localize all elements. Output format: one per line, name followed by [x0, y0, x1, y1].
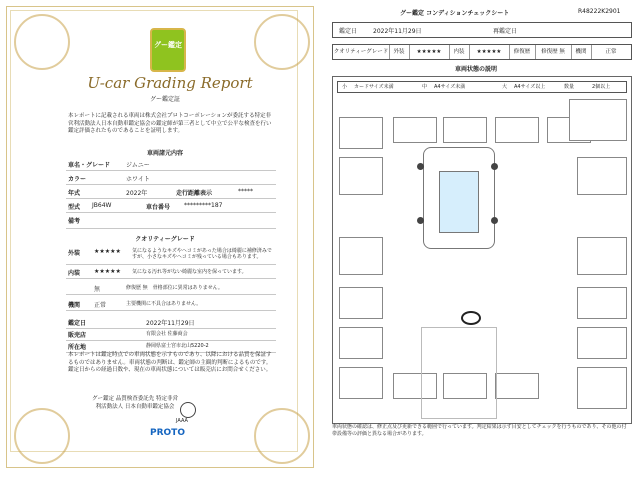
row-value: ジムニー: [126, 162, 150, 169]
goo-badge-logo: [150, 28, 186, 72]
quality-row: [66, 282, 276, 295]
q-value: 正常: [605, 49, 617, 55]
legend-desc: カードサイズ未満: [354, 84, 394, 90]
legend-label: 大: [502, 84, 508, 90]
row-value: *****: [238, 188, 253, 195]
row-value: ホワイト: [126, 176, 150, 183]
note-box: [339, 367, 383, 399]
q-label: 修復歴: [509, 45, 536, 59]
quality-row: [66, 298, 276, 311]
note-box: [577, 157, 627, 195]
ornament-icon: [254, 408, 310, 464]
row-desc: 気になる汚れ等がない綺麗な室内を保っています。: [132, 269, 247, 275]
badge-text: グー鑑定: [154, 41, 182, 49]
row-label: 機関: [68, 302, 81, 309]
legend-label: 中: [422, 84, 428, 90]
reinspect-label: 再鑑定日: [493, 28, 518, 35]
quality-title: クオリティーグレード: [135, 236, 195, 243]
date-grid: [332, 22, 632, 38]
footer-text: 車両状態の確認は、修正点及び更新できる範囲で行っています。判定結果は示す目安としてチェックを行うものであり、その他の付帯設備等の評価と異なる場合があります。: [332, 424, 627, 437]
spec-row: [66, 158, 276, 171]
row-value: 無: [94, 286, 101, 293]
inspector-text: グー鑑定 品質検査委託先 特定非営利活動法人 日本自動車鑑定協会: [92, 396, 178, 410]
spec-row: [66, 200, 276, 213]
sheet-code: R48222K2901: [578, 8, 621, 15]
row-label: 鑑定日: [68, 320, 87, 327]
notes-text: 本レポートは鑑定時点での車両状態を示すものであり、以降における品質を保証するものではありません。車両状態の判断は、鑑定師の主観的判断によるものです。鑑定日からの経過日数や、現在の車両状態については販売店にお問合せください。: [68, 352, 272, 373]
row-label: 年式: [68, 190, 81, 197]
legend-row: [337, 81, 627, 93]
legend-title: 車両状態の説明: [455, 66, 498, 73]
row-label: 走行距離表示: [176, 190, 213, 197]
note-box: [569, 99, 627, 141]
sheet-title: グー鑑定 コンディションチェックシート: [400, 10, 510, 17]
wheel-icon: [417, 217, 424, 224]
quality-row: [66, 246, 276, 265]
vehicle-diagram: [332, 76, 632, 424]
section-title: 車両諸元内容: [146, 150, 183, 157]
legend-desc: 2個以上: [592, 84, 611, 90]
legend-label: 小: [342, 84, 348, 90]
legend-label: 数量: [564, 84, 575, 90]
q-value: ★★★★★: [409, 45, 450, 59]
proto-logo: PROTO: [150, 428, 185, 438]
row-label: 内装: [68, 270, 81, 277]
note-box: [577, 237, 627, 275]
row-label: カラー: [68, 176, 87, 183]
row-desc: 修復歴 無 骨格部位に異常はありません。: [126, 285, 223, 291]
stars-rating: ★★★★★: [94, 248, 121, 255]
note-box: [443, 117, 487, 143]
row-value: JB64W: [92, 202, 112, 209]
date-value: 2022年11月29日: [373, 28, 422, 35]
row-value: 有限会社 佐藤商会: [146, 331, 188, 337]
spec-row: [66, 172, 276, 185]
ornament-icon: [14, 408, 70, 464]
car-roof: [439, 171, 479, 233]
jaaa-logo-icon: [180, 402, 196, 418]
quality-label: クオリティーグレード: [333, 45, 390, 59]
ornament-icon: [254, 14, 310, 70]
row-desc: 気になるようなキズやヘコミがあった場合は綺麗に補修済みですが、小さなキズやヘコミが残っている場合もあります。: [132, 248, 272, 260]
note-box: [577, 327, 627, 359]
car-interior-view: [421, 327, 497, 419]
row-value: 正常: [94, 302, 107, 309]
q-label: 外装: [389, 45, 410, 59]
row-label: 販売店: [68, 332, 87, 339]
note-box: [339, 157, 383, 195]
note-box: [495, 117, 539, 143]
note-box: [339, 117, 383, 149]
note-box: [339, 287, 383, 319]
note-box: [495, 373, 539, 399]
date-label: 鑑定日: [339, 28, 358, 35]
row-label: 型式: [68, 204, 81, 211]
note-box: [577, 287, 627, 319]
quality-row: [66, 266, 276, 279]
spec-row: [66, 186, 276, 199]
steering-wheel-icon: [461, 311, 481, 325]
row-label: 車台番号: [146, 204, 171, 211]
page-subtitle: グー鑑定証: [149, 96, 180, 103]
intro-text: 本レポートに記載される車両は株式会社プロトコーポレーションが委託する特定非営利活動法人日本自動車鑑定協会の鑑定師が第三者として中立で公平な検査を行い鑑定評価されたものであることを証明します。: [68, 113, 272, 134]
quality-grid: [332, 44, 632, 60]
row-value: 2022年: [126, 190, 148, 197]
note-box: [393, 117, 437, 143]
page-title: U-car Grading Report: [87, 74, 253, 92]
wheel-icon: [417, 163, 424, 170]
q-label: 機関: [571, 45, 592, 59]
legend-desc: A4サイズ以上: [514, 84, 546, 90]
row-label: 外装: [68, 250, 81, 257]
condition-sheet-panel: [320, 0, 640, 480]
wheel-icon: [491, 163, 498, 170]
row-value: *********187: [184, 202, 223, 209]
ornament-icon: [14, 14, 70, 70]
row-value: 静岡県富士宮市北山5220-2: [146, 343, 209, 349]
jaaa-text: JAAA: [176, 418, 188, 424]
row-label: 備考: [68, 218, 81, 225]
note-box: [339, 237, 383, 275]
row-label: 所在地: [68, 344, 87, 351]
row-desc: 主要機関に不具合はありません。: [126, 301, 202, 307]
note-box: [339, 327, 383, 359]
q-value: ★★★★★: [469, 45, 510, 59]
wheel-icon: [491, 217, 498, 224]
row-label: 車名・グレード: [68, 162, 111, 169]
note-box: [577, 367, 627, 409]
legend-desc: A4サイズ未満: [434, 84, 466, 90]
row-value: 2022年11月29日: [146, 320, 195, 327]
q-value: 修復歴 無: [535, 45, 572, 59]
q-label: 内装: [449, 45, 470, 59]
spec-row: [66, 214, 276, 229]
stars-rating: ★★★★★: [94, 268, 121, 275]
